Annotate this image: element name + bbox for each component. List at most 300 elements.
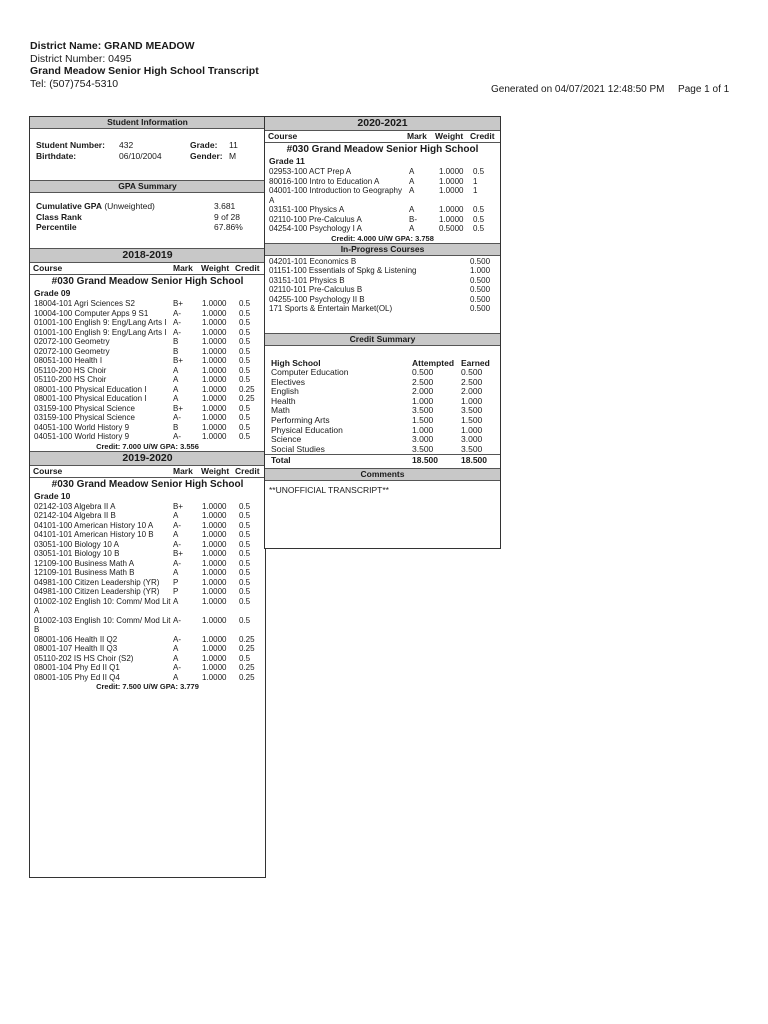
course-row — [30, 559, 265, 569]
credit-attempted: 2.000 — [412, 386, 434, 397]
course-row — [30, 502, 265, 512]
course-name: 08001-100 Physical Education I — [34, 394, 147, 403]
page-number: Page 1 of 1 — [678, 84, 730, 95]
course-mark: B+ — [173, 299, 184, 308]
credit-summary-total — [265, 454, 500, 466]
course-row — [30, 432, 265, 442]
course-name: 08051-100 Health I — [34, 356, 103, 365]
course-mark: A- — [173, 327, 181, 337]
credit-subject: Social Studies — [271, 443, 325, 454]
course-row — [30, 309, 265, 319]
course-weight: 1.0000 — [202, 634, 227, 644]
course-weight: 1.0000 — [202, 501, 227, 511]
course-weight: 1.0000 — [439, 214, 464, 224]
course-row — [30, 375, 265, 385]
course-weight: 1.0000 — [202, 375, 227, 384]
course-credit: 0.5 — [239, 615, 251, 625]
comments-text: **UNOFFICIAL TRANSCRIPT** — [269, 484, 389, 495]
credit-attempted: 1.000 — [412, 395, 434, 406]
course-row — [30, 318, 265, 328]
column-header — [265, 131, 500, 143]
course-row — [30, 347, 265, 357]
course-mark: A- — [173, 318, 181, 327]
course-name: 02072-100 Geometry — [34, 346, 110, 356]
credit-attempted: 2.500 — [412, 376, 434, 387]
course-weight: 1.0000 — [202, 663, 227, 672]
course-weight: 1.0000 — [202, 530, 227, 539]
course-mark: A — [173, 596, 179, 606]
school-name: #030 Grand Meadow Senior High School — [286, 144, 479, 155]
course-name: 80016-100 Intro to Education A — [269, 176, 380, 186]
course-credit: 0.5 — [239, 308, 251, 318]
course-name: 12109-101 Business Math B — [34, 568, 135, 577]
col-weight-label: Weight — [201, 465, 230, 476]
school-name: #030 Grand Meadow Senior High School — [51, 276, 244, 287]
course-credit: 0.5 — [239, 365, 251, 375]
credit-earned: 0.500 — [461, 367, 483, 378]
course-name: 05110-200 HS Choir — [34, 365, 107, 375]
course-weight: 1.0000 — [202, 520, 227, 530]
gpa-label — [36, 212, 82, 223]
year-section — [30, 451, 265, 692]
course-row — [30, 337, 265, 347]
course-credit: 0.5 — [239, 653, 251, 663]
credit-earned: 1.000 — [461, 395, 483, 406]
in-progress-credit: 1.000 — [470, 266, 491, 275]
in-progress-row — [265, 304, 500, 314]
col-course-label: Course — [268, 131, 298, 141]
course-row — [265, 224, 500, 234]
course-row — [30, 654, 265, 664]
course-weight: 1.0000 — [439, 167, 464, 176]
course-mark: A — [173, 530, 179, 539]
course-row — [30, 549, 265, 559]
course-row — [30, 673, 265, 683]
total-attempted: 18.500 — [412, 455, 438, 466]
course-credit: 0.5 — [239, 356, 251, 365]
course-weight: 1.0000 — [202, 558, 227, 568]
course-credit: 0.5 — [239, 587, 251, 596]
course-mark: A — [173, 653, 179, 663]
course-name: 05110-200 HS Choir — [34, 375, 107, 384]
gpa-label-text: Class Rank — [36, 211, 82, 222]
course-row — [30, 404, 265, 414]
column-header — [30, 466, 265, 478]
course-credit: 0.5 — [473, 224, 485, 233]
credit-summary-title: Credit Summary — [265, 333, 500, 346]
course-credit: 0.5 — [239, 327, 251, 337]
district-number: District Number: 0495 — [30, 52, 132, 65]
course-weight: 1.0000 — [202, 384, 227, 394]
course-weight: 1.0000 — [202, 308, 227, 318]
col-course-label: Course — [33, 465, 63, 476]
in-progress-credit: 0.500 — [470, 256, 491, 266]
course-mark: B — [173, 346, 179, 356]
gpa-label-text: Percentile — [36, 222, 77, 232]
course-row — [30, 299, 265, 309]
course-row — [30, 644, 265, 654]
course-name: 03159-100 Physical Science — [34, 403, 135, 413]
student-info-row-2 — [30, 151, 265, 162]
credit-subject: Math — [271, 405, 290, 416]
course-credit: 0.5 — [239, 337, 251, 346]
gpa-value: 9 of 28 — [214, 211, 240, 222]
in-progress-course: 171 Sports & Entertain Market(OL) — [269, 304, 393, 313]
course-weight: 1.0000 — [202, 587, 227, 596]
course-credit: 0.5 — [239, 539, 251, 549]
col-course-label: Course — [33, 263, 63, 273]
course-name: 02953-100 ACT Prep A — [269, 167, 352, 176]
course-weight: 1.0000 — [202, 568, 227, 577]
in-progress-row — [265, 266, 500, 276]
student-info-block — [30, 129, 265, 168]
left-panel — [29, 116, 266, 878]
course-weight: 1.0000 — [202, 403, 227, 413]
school-tel: Tel: (507)754-5310 — [30, 77, 119, 90]
course-mark: A- — [173, 663, 181, 672]
course-mark: A — [409, 176, 415, 186]
course-name: 01002-102 English 10: Comm/ Mod Lit A — [34, 596, 171, 615]
gender-value: M — [229, 150, 237, 161]
course-row — [30, 356, 265, 366]
course-name: 10004-100 Computer Apps 9 S1 — [34, 308, 149, 318]
course-mark: B — [173, 337, 179, 346]
birthdate-label: Birthdate: — [36, 150, 77, 161]
total-earned: 18.500 — [461, 455, 487, 466]
year-title: 2018-2019 — [30, 248, 265, 263]
course-weight: 1.0000 — [202, 318, 227, 327]
course-credit: 0.5 — [239, 432, 251, 441]
col-credit-label: Credit — [235, 465, 260, 476]
earned-label: Earned — [461, 357, 490, 368]
year-title: 2020-2021 — [265, 117, 500, 131]
in-progress-course: 01151-100 Essentials of Spkg & Listening — [269, 266, 417, 275]
course-mark: A- — [173, 520, 181, 530]
course-mark: B+ — [173, 356, 184, 365]
in-progress-row — [265, 276, 500, 286]
course-row — [30, 413, 265, 423]
course-mark: A- — [173, 432, 181, 441]
col-weight-label: Weight — [201, 263, 230, 273]
course-credit: 0.25 — [239, 634, 255, 644]
course-weight: 1.0000 — [202, 672, 227, 682]
course-row — [30, 423, 265, 433]
credit-subject: Performing Arts — [271, 415, 330, 426]
credit-summary-header-label: High School — [271, 357, 321, 368]
course-weight: 1.0000 — [202, 394, 227, 403]
course-name: 12109-100 Business Math A — [34, 558, 135, 568]
course-weight: 0.5000 — [439, 224, 464, 233]
course-credit: 0.5 — [239, 413, 251, 422]
credit-subject: Electives — [271, 376, 306, 387]
course-name: 08001-107 Health II Q3 — [34, 644, 118, 653]
course-mark: A- — [173, 308, 181, 318]
course-mark: B — [173, 422, 179, 432]
course-weight: 1.0000 — [439, 205, 464, 214]
credit-attempted: 1.000 — [412, 424, 434, 435]
grade-level: Grade 09 — [34, 288, 71, 298]
grade-label: Grade: — [190, 140, 218, 150]
course-weight: 1.0000 — [202, 337, 227, 346]
course-name: 03159-100 Physical Science — [34, 413, 135, 422]
course-weight: 1.0000 — [202, 577, 227, 587]
course-weight: 1.0000 — [439, 176, 464, 186]
course-mark: A — [173, 365, 179, 375]
course-weight: 1.0000 — [202, 653, 227, 663]
course-weight: 1.0000 — [202, 346, 227, 356]
comments-title: Comments — [265, 468, 500, 481]
credit-subject: Computer Education — [271, 367, 349, 378]
credit-summary-rows — [265, 368, 500, 454]
course-row — [30, 511, 265, 521]
course-credit: 0.5 — [239, 299, 251, 308]
credit-earned: 1.500 — [461, 415, 483, 426]
course-name: 08001-104 Phy Ed II Q1 — [34, 663, 120, 672]
credit-attempted: 3.500 — [412, 443, 434, 454]
credit-subject: English — [271, 386, 299, 397]
generated-info — [491, 84, 729, 95]
course-name: 03051-100 Biology 10 A — [34, 539, 119, 549]
in-progress-title: In-Progress Courses — [265, 243, 500, 256]
credit-subject: Physical Education — [271, 424, 343, 435]
credit-earned: 3.500 — [461, 405, 483, 416]
course-name: 04051-100 World History 9 — [34, 422, 130, 432]
course-name: 08001-100 Physical Education I — [34, 384, 147, 394]
course-mark: A- — [173, 539, 181, 549]
credit-attempted: 0.500 — [412, 367, 434, 378]
course-mark: A — [409, 224, 415, 233]
in-progress-list — [265, 256, 500, 323]
course-mark: B+ — [173, 501, 184, 511]
grade-level: Grade 11 — [269, 156, 305, 166]
credit-attempted: 3.500 — [412, 405, 434, 416]
course-mark: A — [173, 511, 179, 520]
in-progress-course: 02110-101 Pre-Calculus B — [269, 285, 363, 294]
course-row — [30, 394, 265, 404]
credit-subject: Health — [271, 395, 296, 406]
student-number-label: Student Number: — [36, 140, 105, 150]
course-name: 02072-100 Geometry — [34, 337, 110, 346]
course-name: 04051-100 World History 9 — [34, 432, 130, 441]
col-weight-label: Weight — [435, 131, 464, 141]
course-name: 02142-103 Algebra II A — [34, 501, 116, 511]
course-name: 04254-100 Psychology I A — [269, 224, 362, 233]
credit-earned: 3.500 — [461, 443, 483, 454]
gpa-label-text: Cumulative GPA — [36, 201, 102, 211]
course-row — [265, 167, 500, 177]
in-progress-row — [265, 285, 500, 295]
course-credit: 1 — [473, 176, 478, 186]
course-credit: 0.5 — [239, 530, 251, 539]
course-mark: A- — [173, 413, 181, 422]
gpa-label — [36, 222, 77, 233]
year-title: 2019-2020 — [30, 451, 265, 466]
course-name: 08001-105 Phy Ed II Q4 — [34, 672, 120, 682]
right-year-sections — [265, 117, 500, 243]
gpa-label-suffix: (Unweighted) — [101, 201, 155, 211]
course-weight: 1.0000 — [202, 413, 227, 422]
gpa-label — [36, 201, 155, 212]
course-mark: A — [173, 384, 179, 394]
course-mark: A — [173, 644, 179, 653]
course-name: 18004-101 Agri Sciences S2 — [34, 299, 135, 308]
credit-earned: 3.000 — [461, 434, 483, 445]
course-credit: 0.5 — [239, 549, 251, 558]
course-credit: 0.5 — [239, 511, 251, 520]
birthdate-value: 06/10/2004 — [119, 150, 162, 161]
transcript-header — [30, 40, 259, 90]
course-weight: 1.0000 — [202, 432, 227, 441]
course-weight: 1.0000 — [202, 615, 227, 625]
course-mark: B+ — [173, 403, 184, 413]
credit-attempted: 1.500 — [412, 415, 434, 426]
course-name: 08001-106 Health II Q2 — [34, 634, 118, 644]
grade-level: Grade 10 — [34, 490, 71, 501]
gpa-row — [30, 201, 265, 212]
course-weight: 1.0000 — [202, 327, 227, 337]
district-name: District Name: GRAND MEADOW — [30, 40, 195, 52]
course-row — [30, 568, 265, 578]
generated-date: Generated on 04/07/2021 12:48:50 PM — [491, 84, 665, 95]
course-credit: 0.5 — [239, 422, 251, 432]
course-credit: 0.5 — [239, 577, 251, 587]
course-row — [30, 635, 265, 645]
course-row — [265, 177, 500, 187]
course-credit: 0.5 — [473, 205, 485, 214]
student-number-value: 432 — [119, 140, 134, 150]
attempted-label: Attempted — [412, 357, 455, 368]
column-header — [30, 263, 265, 275]
course-name: 05110-202 IS HS Choir (S2) — [34, 653, 134, 663]
course-name: 04001-100 Introduction to Geography A — [269, 186, 402, 205]
in-progress-row — [265, 257, 500, 267]
course-mark: A- — [173, 558, 181, 568]
course-row — [30, 366, 265, 376]
course-credit: 0.5 — [239, 346, 251, 356]
credit-earned: 2.500 — [461, 376, 483, 387]
gpa-row — [30, 212, 265, 223]
school-name: #030 Grand Meadow Senior High School — [51, 478, 244, 490]
course-weight: 1.0000 — [202, 539, 227, 549]
course-mark: B- — [409, 214, 417, 224]
student-info-title: Student Information — [30, 117, 265, 129]
course-row — [30, 597, 265, 616]
grade-value: 11 — [229, 140, 238, 150]
course-mark: A — [409, 167, 415, 176]
course-row — [30, 616, 265, 635]
course-credit: 1 — [473, 186, 478, 195]
course-name: 01002-103 English 10: Comm/ Mod Lit B — [34, 615, 171, 634]
total-label: Total — [271, 455, 291, 466]
in-progress-course: 03151-101 Physics B — [269, 275, 345, 285]
gpa-value: 3.681 — [214, 201, 236, 211]
col-mark-label: Mark — [407, 131, 427, 141]
in-progress-credit: 0.500 — [470, 294, 491, 304]
gender-label: Gender: — [190, 150, 223, 161]
course-row — [265, 205, 500, 215]
course-mark: A- — [173, 615, 181, 625]
course-credit: 0.5 — [239, 558, 251, 568]
course-name: 02142-104 Algebra II B — [34, 511, 116, 520]
right-panel — [264, 116, 501, 549]
course-mark: A — [173, 375, 179, 384]
course-row — [30, 540, 265, 550]
course-row — [30, 587, 265, 597]
credit-subject: Science — [271, 434, 302, 445]
in-progress-credit: 0.500 — [470, 275, 491, 285]
course-mark: P — [173, 577, 179, 587]
course-row — [30, 578, 265, 588]
course-credit: 0.5 — [239, 596, 251, 606]
year-section — [265, 117, 500, 243]
in-progress-course: 04201-101 Economics B — [269, 256, 357, 266]
gpa-summary-block — [30, 193, 265, 245]
year-credit-summary: Credit: 7.000 U/W GPA: 3.556 — [96, 441, 199, 451]
course-weight: 1.0000 — [202, 549, 227, 558]
credit-earned: 2.000 — [461, 386, 483, 397]
course-row — [265, 186, 500, 205]
in-progress-credit: 0.500 — [470, 285, 491, 294]
year-credit-summary: Credit: 7.500 U/W GPA: 3.779 — [96, 682, 199, 691]
course-name: 03151-100 Physics A — [269, 205, 345, 214]
course-weight: 1.0000 — [202, 596, 227, 606]
school-title: Grand Meadow Senior High School Transcript — [30, 65, 259, 77]
course-name: 04981-100 Citizen Leadership (YR) — [34, 577, 160, 587]
course-row — [30, 530, 265, 540]
credit-attempted: 3.000 — [412, 434, 434, 445]
credit-summary-row — [265, 445, 500, 455]
course-weight: 1.0000 — [202, 356, 227, 365]
course-weight: 1.0000 — [202, 644, 227, 653]
credit-earned: 1.000 — [461, 424, 483, 435]
course-name: 03051-101 Biology 10 B — [34, 549, 120, 558]
course-row — [30, 663, 265, 673]
course-name: 02110-100 Pre-Calculus A — [269, 214, 362, 224]
course-mark: P — [173, 587, 179, 596]
year-credit-summary: Credit: 4.000 U/W GPA: 3.758 — [331, 233, 434, 243]
course-credit: 0.25 — [239, 384, 255, 394]
course-mark: B+ — [173, 549, 184, 558]
course-name: 04101-100 American History 10 A — [34, 520, 154, 530]
gpa-summary-title: GPA Summary — [30, 180, 265, 193]
in-progress-course: 04255-100 Psychology II B — [269, 294, 365, 304]
course-credit: 0.25 — [239, 672, 255, 682]
course-mark: A — [409, 205, 415, 214]
course-row — [30, 328, 265, 338]
col-credit-label: Credit — [470, 131, 495, 141]
course-weight: 1.0000 — [202, 511, 227, 520]
col-credit-label: Credit — [235, 263, 260, 273]
course-name: 04981-100 Citizen Leadership (YR) — [34, 587, 160, 596]
gpa-value: 67.86% — [214, 222, 243, 232]
course-weight: 1.0000 — [202, 365, 227, 375]
course-mark: A — [409, 186, 415, 195]
course-name: 01001-100 English 9: Eng/Lang Arts I — [34, 318, 167, 327]
course-credit: 0.25 — [239, 663, 255, 672]
course-name: 04101-101 American History 10 B — [34, 530, 154, 539]
course-credit: 0.5 — [239, 520, 251, 530]
course-mark: A — [173, 568, 179, 577]
course-mark: A- — [173, 634, 181, 644]
course-credit: 0.5 — [239, 403, 251, 413]
course-credit: 0.5 — [239, 568, 251, 577]
course-weight: 1.0000 — [439, 186, 464, 195]
course-credit: 0.25 — [239, 394, 255, 403]
course-credit: 0.5 — [239, 318, 251, 327]
in-progress-row — [265, 295, 500, 305]
gpa-row — [30, 222, 265, 233]
course-row — [30, 521, 265, 531]
